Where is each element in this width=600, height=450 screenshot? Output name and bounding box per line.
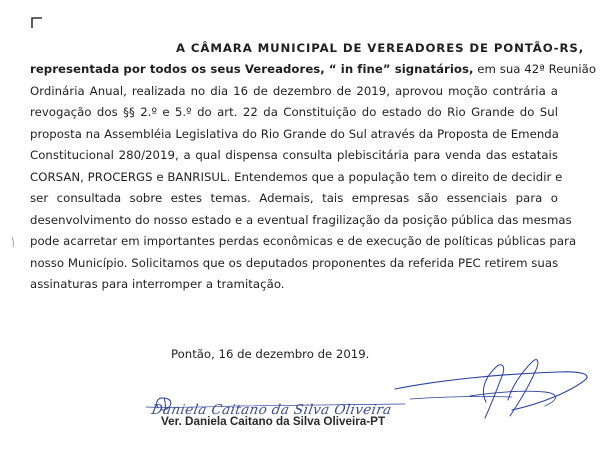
text-line-9: nosso Município. Solicitamos que os deputados proponentes da referida PEC retirem suas [30, 255, 559, 270]
signer-name: Ver. Daniela Caitano da Silva Oliveira-PT [161, 415, 386, 428]
stray-pen-mark [10, 236, 18, 248]
text-line-10: assinaturas para interromper a tramitação. [30, 276, 285, 291]
text-line-intro [30, 59, 597, 80]
text-line-1: Ordinária Anual, realizada no dia 16 de dezembro de 2019, aprovou moção contrária a [30, 83, 558, 98]
signature-script: Daniela Caitano da Silva Oliveira [150, 402, 393, 418]
date-line: Pontão, 16 de dezembro de 2019. [171, 347, 370, 361]
text-line-4: Constitucional 280/2019, a qual dispensa consulta plebiscitária para venda das estatais [30, 148, 558, 163]
signature-image [140, 352, 600, 422]
heading: A CÂMARA MUNICIPAL DE VEREADORES DE PONTÃO-RS, [176, 41, 585, 55]
intro-rest: em sua 42ª Reunião [477, 62, 597, 77]
corner-fold-mark [30, 16, 44, 30]
motion-text [30, 38, 597, 295]
text-line-3: proposta na Assembléia Legislativa do Rio Grande do Sul através da Proposta de Emenda [30, 126, 559, 141]
text-line-2: revogação dos §§ 2.º e 5.º do art. 22 da Constituição do estado do Rio Grande do Sul [30, 105, 558, 120]
text-line-7: desenvolvimento do nosso estado e a eventual fragilização da posição pública das mesmas [30, 212, 572, 227]
text-line-5: CORSAN, PROCERGS e BANRISUL. Entendemos que a população tem o direito de decidir e [30, 169, 563, 184]
text-line-8: pode acarretar em importantes perdas econômicas e de execução de políticas públicas para [30, 234, 577, 249]
intro-bold: representada por todos os seus Vereadores, “ in fine” signatários, [30, 62, 474, 77]
text-line-6: ser consultada sobre estes temas. Ademais, tais empresas são essenciais para o [30, 191, 558, 206]
